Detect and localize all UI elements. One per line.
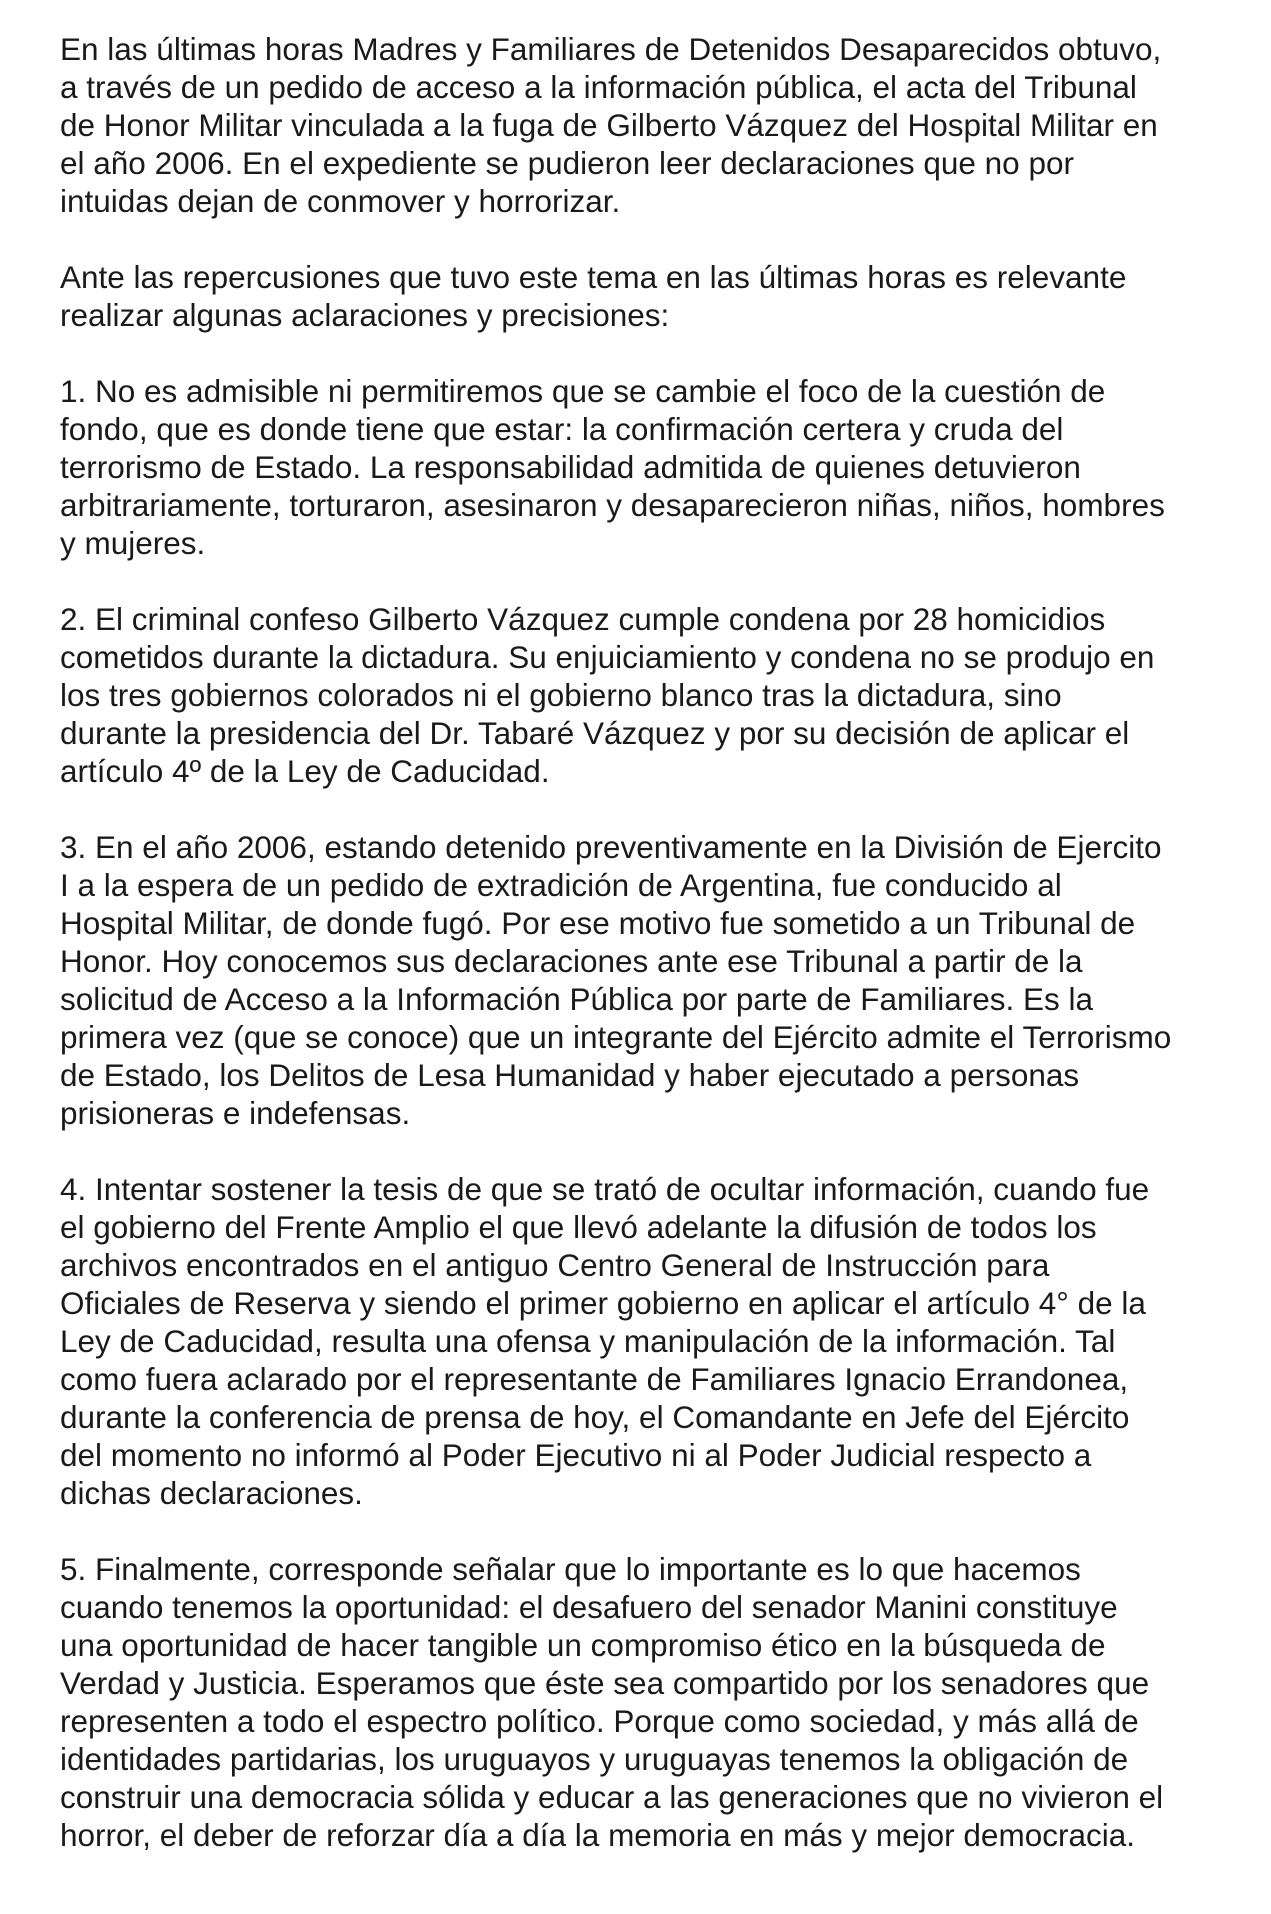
- paragraph-point-3: 3. En el año 2006, estando detenido preventivamente en la División de Ejercito I a la espera de un pedido de extradición de Argentina, fue conducido al Hospital Militar, de donde fugó. Por ese motivo fue sometido a un Tribunal de Honor. Hoy conocemos sus declaraciones ante ese Tribunal a partir de la solicitud de Acceso a la Información Pública por parte de Familiares. Es la primera vez (que se conoce) que un integrante del Ejército admite el Terrorismo de Estado, los Delitos de Lesa Humanidad y haber ejecutado a personas prisioneras e indefensas.: [60, 829, 1172, 1131]
- paragraph-intro: En las últimas horas Madres y Familiares de Detenidos Desaparecidos obtuvo, a través de un pedido de acceso a la información pública, el acta del Tribunal de Honor Militar vinculada a la fuga de Gilberto Vázquez del Hospital Militar en el año 2006. En el expediente se pudieron leer declaraciones que no por intuidas dejan de conmover y horrorizar.: [60, 31, 1162, 219]
- paragraph-point-5: 5. Finalmente, corresponde señalar que lo importante es lo que hacemos cuando tenemos la oportunidad: el desafuero del senador Manini constituye una oportunidad de hacer tangible un compromiso ético en la búsqueda de Verdad y Justicia. Esperamos que éste sea compartido por los senadores que representen a todo el espectro político. Porque como sociedad, y más allá de identidades partidarias, los uruguayos y uruguayas tenemos la obligación de construir una democracia sólida y educar a las generaciones que no vivieron el horror, el deber de reforzar día a día la memoria en más y mejor democracia.: [60, 1551, 1164, 1853]
- document-body: [60, 30, 1235, 1854]
- paragraph-point-4: 4. Intentar sostener la tesis de que se trató de ocultar información, cuando fue el gobierno del Frente Amplio el que llevó adelante la difusión de todos los archivos encontrados en el antiguo Centro General de Instrucción para Oficiales de Reserva y siendo el primer gobierno en aplicar el artículo 4° de la Ley de Caducidad, resulta una ofensa y manipulación de la información. Tal como fuera aclarado por el representante de Familiares Ignacio Errandonea, durante la conferencia de prensa de hoy, el Comandante en Jefe del Ejército del momento no informó al Poder Ejecutivo ni al Poder Judicial respecto a dichas declaraciones.: [60, 1171, 1150, 1511]
- paragraph-point-1: 1. No es admisible ni permitiremos que se cambie el foco de la cuestión de fondo, que es donde tiene que estar: la confirmación certera y cruda del terrorismo de Estado. La responsabilidad admitida de quienes detuvieron arbitrariamente, torturaron, asesinaron y desaparecieron niñas, niños, hombres y mujeres.: [60, 373, 1165, 561]
- paragraph-context: Ante las repercusiones que tuvo este tema en las últimas horas es relevante realizar algunas aclaraciones y precisiones:: [60, 259, 1127, 333]
- paragraph-point-2: 2. El criminal confeso Gilberto Vázquez cumple condena por 28 homicidios cometidos durante la dictadura. Su enjuiciamiento y condena no se produjo en los tres gobiernos colorados ni el gobierno blanco tras la dictadura, sino durante la presidencia del Dr. Tabaré Vázquez y por su decisión de aplicar el artículo 4º de la Ley de Caducidad.: [60, 601, 1155, 789]
